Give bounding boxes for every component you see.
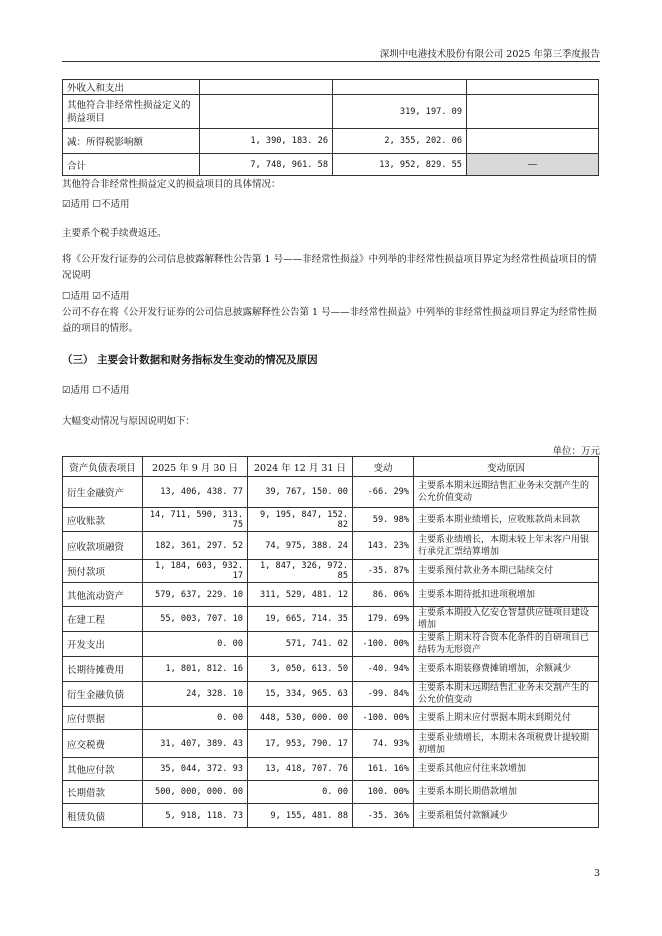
cell-reason: 主要系上期末应付票据本期末到期兑付 <box>414 707 599 730</box>
table-row <box>63 632 599 657</box>
cell <box>467 95 599 129</box>
cell-prior: 74, 975, 388. 24 <box>248 532 353 560</box>
change-intro: 大幅变动情况与原因说明如下： <box>62 416 196 427</box>
cell-reason: 主要系本期投入亿安仓智慧供应链项目建设增加 <box>414 607 599 632</box>
cell-current: 31, 407, 389. 43 <box>143 730 248 758</box>
cell-reason: 主要系上期末符合资本化条件的自研项目已结转为无形资产 <box>414 632 599 657</box>
table-row <box>63 560 599 583</box>
row-label: 其他流动资产 <box>63 583 143 607</box>
cell-reason: 主要系业绩增长，本期末较上年末客户用银行承兑汇票结算增加 <box>414 532 599 560</box>
page-header: 深圳中电港技术股份有限公司 2025 年第三季度报告 <box>379 49 600 60</box>
row-label: 应收款项融资 <box>63 532 143 560</box>
row-label: 预付款项 <box>63 560 143 583</box>
applicable-check-3: ☑适用 ☐不适用 <box>62 385 130 396</box>
cell-current: 14, 711, 590, 313. 75 <box>143 508 248 532</box>
row-label: 长期借款 <box>63 781 143 804</box>
cell-change: 59. 98% <box>353 508 414 532</box>
table-row <box>63 508 599 532</box>
column-header: 变动 <box>353 457 414 477</box>
row-label: 减：所得税影响额 <box>63 129 200 154</box>
row-label: 其他应付款 <box>63 758 143 781</box>
cell-change: 100. 00% <box>353 781 414 804</box>
cell-current: 24, 328. 10 <box>143 682 248 707</box>
row-label: 衍生金融资产 <box>63 477 143 508</box>
cell-current: 55, 003, 707. 10 <box>143 607 248 632</box>
cell-reason: 主要系本期业绩增长，应收账款尚未回款 <box>414 508 599 532</box>
cell-reason: 主要系预付款业务本期已陆续交付 <box>414 560 599 583</box>
cell-change: -35. 87% <box>353 560 414 583</box>
table-row <box>63 80 599 95</box>
table-row <box>63 607 599 632</box>
table-row <box>63 682 599 707</box>
table-row <box>63 730 599 758</box>
column-header: 2024 年 12 月 31 日 <box>248 457 353 477</box>
row-label: 应付票据 <box>63 707 143 730</box>
cell: 13, 952, 829. 55 <box>333 154 467 176</box>
cell: — <box>467 154 599 176</box>
row-label: 应交税费 <box>63 730 143 758</box>
balance-change-table <box>62 456 599 828</box>
cell: 319, 197. 09 <box>333 95 467 129</box>
table-header-row <box>63 457 599 477</box>
cell-current: 0. 00 <box>143 632 248 657</box>
cell <box>333 80 467 95</box>
cell-prior: 571, 741. 02 <box>248 632 353 657</box>
cell-change: 74. 93% <box>353 730 414 758</box>
column-header: 变动原因 <box>414 457 599 477</box>
row-label: 长期待摊费用 <box>63 657 143 682</box>
cell-prior: 17, 953, 790. 17 <box>248 730 353 758</box>
cell-change: -99. 84% <box>353 682 414 707</box>
cell-reason: 主要系本期末远期结售汇业务未交割产生的公允价值变动 <box>414 477 599 508</box>
row-label: 开发支出 <box>63 632 143 657</box>
header-rule <box>62 61 600 62</box>
cell-prior: 1, 847, 326, 972. 85 <box>248 560 353 583</box>
cell-current: 0. 00 <box>143 707 248 730</box>
cell-change: 143. 23% <box>353 532 414 560</box>
unit-label: 单位：万元 <box>552 446 600 457</box>
cell-current: 579, 637, 229. 10 <box>143 583 248 607</box>
table-row <box>63 804 599 828</box>
cell <box>200 95 333 129</box>
column-header: 2025 年 9 月 30 日 <box>143 457 248 477</box>
cell-current: 500, 000, 000. 00 <box>143 781 248 804</box>
cell-change: -40. 94% <box>353 657 414 682</box>
cell-change: 161. 16% <box>353 758 414 781</box>
cell-prior: 0. 00 <box>248 781 353 804</box>
applicable-check-1: ☑适用 ☐不适用 <box>62 199 130 210</box>
cell-reason: 主要系本期待抵扣进项税增加 <box>414 583 599 607</box>
applicable-check-2: ☐适用 ☑不适用 <box>62 291 130 302</box>
table-row <box>63 657 599 682</box>
table-row <box>63 95 599 129</box>
cell: 1, 390, 183. 26 <box>200 129 333 154</box>
cell-prior: 9, 195, 847, 152. 82 <box>248 508 353 532</box>
cell-reason: 主要系租赁付款额减少 <box>414 804 599 828</box>
cell-current: 35, 044, 372. 93 <box>143 758 248 781</box>
cell-reason: 主要系本期末远期结售汇业务未交割产生的公允价值变动 <box>414 682 599 707</box>
row-label: 外收入和支出 <box>63 80 200 95</box>
cell <box>467 80 599 95</box>
cell-prior: 39, 767, 150. 00 <box>248 477 353 508</box>
row-label: 其他符合非经常性损益定义的损益项目 <box>63 95 200 129</box>
row-label: 应收账款 <box>63 508 143 532</box>
explain-detail: 公司不存在将《公开发行证券的公司信息披露解释性公告第 1 号——非经常性损益》中列举的非经常性损益项目界定为经常性损益的项目的情形。 <box>62 307 597 334</box>
cell-reason: 主要系本期长期借款增加 <box>414 781 599 804</box>
cell-change: -35. 36% <box>353 804 414 828</box>
table-row <box>63 758 599 781</box>
cell-change: -100. 00% <box>353 632 414 657</box>
section-title: （三） 主要会计数据和财务指标发生变动的情况及原因 <box>62 354 318 366</box>
cell: 7, 748, 961. 58 <box>200 154 333 176</box>
table-row <box>63 707 599 730</box>
row-label: 衍生金融负债 <box>63 682 143 707</box>
row-label: 合计 <box>63 154 200 176</box>
page-number: 3 <box>593 868 600 879</box>
cell-reason: 主要系业绩增长，本期末各项税费计提较期初增加 <box>414 730 599 758</box>
cell-current: 182, 361, 297. 52 <box>143 532 248 560</box>
cell-current: 1, 184, 603, 932. 17 <box>143 560 248 583</box>
column-header: 资产负债表项目 <box>63 457 143 477</box>
explain-title: 将《公开发行证券的公司信息披露解释性公告第 1 号——非经常性损益》中列举的非经常性损益项目界定为经常性损益项目的情况说明 <box>62 254 597 281</box>
cell-reason: 主要系其他应付往来款增加 <box>414 758 599 781</box>
cell-prior: 19, 665, 714. 35 <box>248 607 353 632</box>
table-row <box>63 532 599 560</box>
cell-change: -100. 00% <box>353 707 414 730</box>
other-items-title: 其他符合非经常性损益定义的损益项目的具体情况： <box>62 179 281 190</box>
cell-prior: 448, 530, 000. 00 <box>248 707 353 730</box>
table-row <box>63 129 599 154</box>
cell-change: 86. 06% <box>353 583 414 607</box>
row-label: 租赁负债 <box>63 804 143 828</box>
cell-prior: 3, 050, 613. 50 <box>248 657 353 682</box>
table-row <box>63 154 599 176</box>
cell-change: -66. 29% <box>353 477 414 508</box>
other-items-detail: 主要系个税手续费返还。 <box>62 228 167 239</box>
cell-current: 13, 406, 438. 77 <box>143 477 248 508</box>
cell <box>200 80 333 95</box>
table-row <box>63 781 599 804</box>
table-row <box>63 477 599 508</box>
cell-current: 1, 801, 812. 16 <box>143 657 248 682</box>
cell-reason: 主要系本期装修费摊销增加，余额减少 <box>414 657 599 682</box>
row-label: 在建工程 <box>63 607 143 632</box>
cell-current: 5, 918, 118. 73 <box>143 804 248 828</box>
cell-prior: 13, 418, 707. 76 <box>248 758 353 781</box>
non-recurring-table <box>62 79 599 176</box>
cell-prior: 9, 155, 481. 88 <box>248 804 353 828</box>
cell-prior: 311, 529, 481. 12 <box>248 583 353 607</box>
cell-prior: 15, 334, 965. 63 <box>248 682 353 707</box>
table-row <box>63 583 599 607</box>
cell: 2, 355, 202. 06 <box>333 129 467 154</box>
cell <box>467 129 599 154</box>
cell-change: 179. 69% <box>353 607 414 632</box>
